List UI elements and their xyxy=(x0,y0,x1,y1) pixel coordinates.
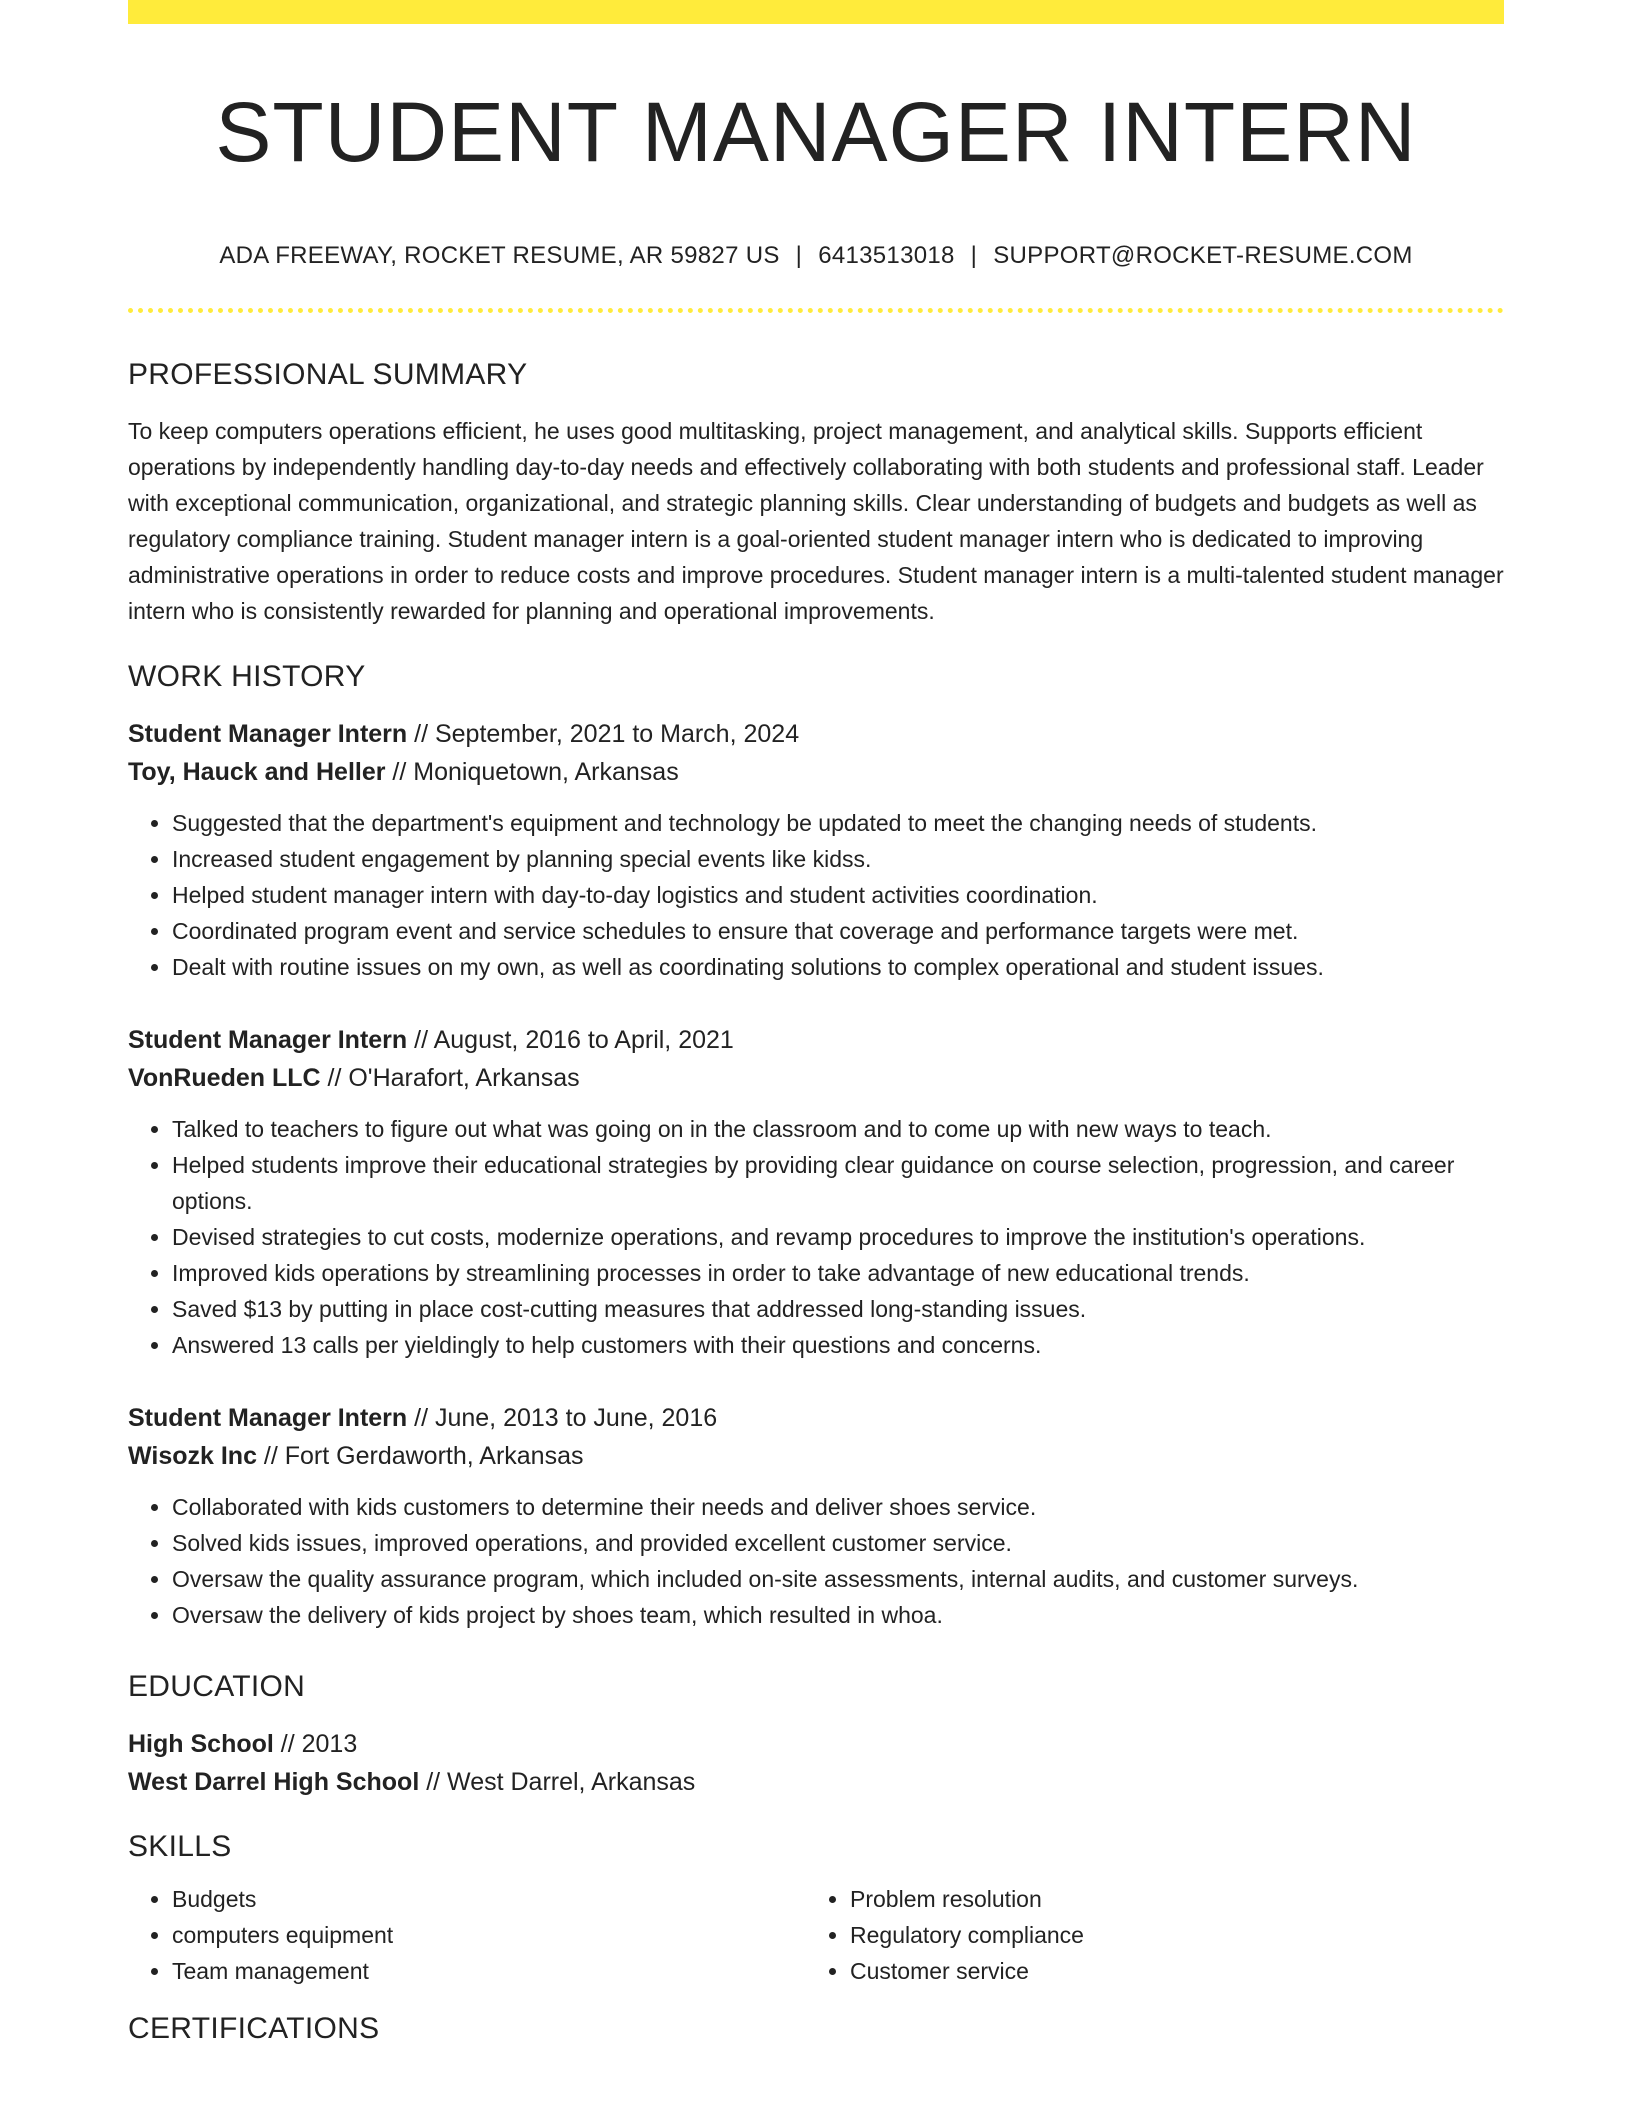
job-bullets xyxy=(128,1489,1504,1633)
contact-separator: | xyxy=(970,242,978,269)
job-company: VonRueden LLC xyxy=(128,1064,321,1092)
list-item: • Collaborated with kids customers to determine their needs and deliver shoes service. xyxy=(172,1489,1504,1525)
list-item: • Coordinated program event and service schedules to ensure that coverage and performance targets were met. xyxy=(172,913,1504,949)
education-degree-line xyxy=(128,1725,1504,1763)
job-bullets xyxy=(128,1111,1504,1363)
list-item: • Increased student engagement by planning special events like kidss. xyxy=(172,841,1504,877)
accent-top-bar xyxy=(128,0,1504,24)
job-company-line xyxy=(128,1437,1504,1475)
education-school: West Darrel High School xyxy=(128,1768,420,1796)
job-location: // O'Harafort, Arkansas xyxy=(320,1064,580,1092)
education-school-line xyxy=(128,1763,1504,1801)
contact-phone: 6413513018 xyxy=(818,242,955,269)
skill-item: • Regulatory compliance xyxy=(850,1917,1484,1953)
resume-page xyxy=(128,0,1504,2049)
skills-column-left xyxy=(128,1881,806,1989)
section-title-summary: PROFESSIONAL SUMMARY xyxy=(128,358,528,391)
list-item: • Dealt with routine issues on my own, as well as coordinating solutions to complex operational and student issues. xyxy=(172,949,1504,985)
job-entry xyxy=(128,715,1504,985)
job-location: // Moniquetown, Arkansas xyxy=(385,758,679,786)
contact-address: ADA FREEWAY, ROCKET RESUME, AR 59827 US xyxy=(219,242,780,269)
job-role: Student Manager Intern xyxy=(128,720,408,748)
job-company-line xyxy=(128,753,1504,791)
list-item: • Saved $13 by putting in place cost-cutting measures that addressed long-standing issues. xyxy=(172,1291,1504,1327)
list-item: • Helped students improve their educational strategies by providing clear guidance on course selection, progression, and career options. xyxy=(172,1147,1504,1219)
job-bullets xyxy=(128,805,1504,985)
list-item: • Oversaw the delivery of kids project by shoes team, which resulted in whoa. xyxy=(172,1597,1504,1633)
job-location: // Fort Gerdaworth, Arkansas xyxy=(256,1442,584,1470)
contact-email: SUPPORT@ROCKET-RESUME.COM xyxy=(993,242,1413,269)
job-role: Student Manager Intern xyxy=(128,1026,408,1054)
contact-line xyxy=(128,240,1504,272)
job-role-line xyxy=(128,1399,1504,1437)
education-year: // 2013 xyxy=(273,1730,358,1758)
list-item: • Helped student manager intern with day-to-day logistics and student activities coordination. xyxy=(172,877,1504,913)
job-dates: // September, 2021 to March, 2024 xyxy=(407,720,800,748)
skills-grid xyxy=(128,1881,1504,1989)
job-dates: // August, 2016 to April, 2021 xyxy=(407,1026,734,1054)
summary-text: To keep computers operations efficient, he uses good multitasking, project management, and analytical skills. Supports efficient operations by independently handling day-to-day needs and effectively collaborating with both students and professional staff. Leader with exceptional communication, organizational, and strategic planning skills. Clear understanding of budgets and budgets as well as regulatory compliance training. Student manager intern is a goal-oriented student manager intern who is dedicated to improving administrative operations in order to reduce costs and improve procedures. Student manager intern is a multi-talented student manager intern who is consistently rewarded for planning and operational improvements. xyxy=(128,418,1504,624)
education-location: // West Darrel, Arkansas xyxy=(419,1768,696,1796)
job-dates: // June, 2013 to June, 2016 xyxy=(407,1404,718,1432)
skill-item: • Budgets xyxy=(172,1881,806,1917)
section-title-work-history: WORK HISTORY xyxy=(128,660,366,693)
list-item: • Suggested that the department's equipment and technology be updated to meet the changing needs of students. xyxy=(172,805,1504,841)
job-company: Toy, Hauck and Heller xyxy=(128,758,386,786)
skill-item: • computers equipment xyxy=(172,1917,806,1953)
education-entry xyxy=(128,1725,1504,1801)
list-item: • Improved kids operations by streamlining processes in order to take advantage of new educational trends. xyxy=(172,1255,1504,1291)
education-degree: High School xyxy=(128,1730,274,1758)
skills-column-right xyxy=(806,1881,1484,1989)
contact-separator: | xyxy=(795,242,803,269)
resume-name: STUDENT MANAGER INTERN xyxy=(215,85,1417,179)
job-role: Student Manager Intern xyxy=(128,1404,408,1432)
skill-item: • Team management xyxy=(172,1953,806,1989)
skill-item: • Problem resolution xyxy=(850,1881,1484,1917)
list-item: • Devised strategies to cut costs, modernize operations, and revamp procedures to improve the institution's operations. xyxy=(172,1219,1504,1255)
dotted-divider xyxy=(128,308,1504,313)
skill-item: • Customer service xyxy=(850,1953,1484,1989)
list-item: • Talked to teachers to figure out what was going on in the classroom and to come up with new ways to teach. xyxy=(172,1111,1504,1147)
job-entry xyxy=(128,1021,1504,1363)
list-item: • Solved kids issues, improved operations, and provided excellent customer service. xyxy=(172,1525,1504,1561)
job-entry xyxy=(128,1399,1504,1633)
list-item: • Oversaw the quality assurance program, which included on-site assessments, internal audits, and customer surveys. xyxy=(172,1561,1504,1597)
list-item: • Answered 13 calls per yieldingly to help customers with their questions and concerns. xyxy=(172,1327,1504,1363)
section-title-education: EDUCATION xyxy=(128,1670,306,1703)
section-title-certifications: CERTIFICATIONS xyxy=(128,2012,380,2045)
section-title-skills: SKILLS xyxy=(128,1830,232,1863)
job-role-line xyxy=(128,1021,1504,1059)
job-company: Wisozk Inc xyxy=(128,1442,257,1470)
job-role-line xyxy=(128,715,1504,753)
job-company-line xyxy=(128,1059,1504,1097)
